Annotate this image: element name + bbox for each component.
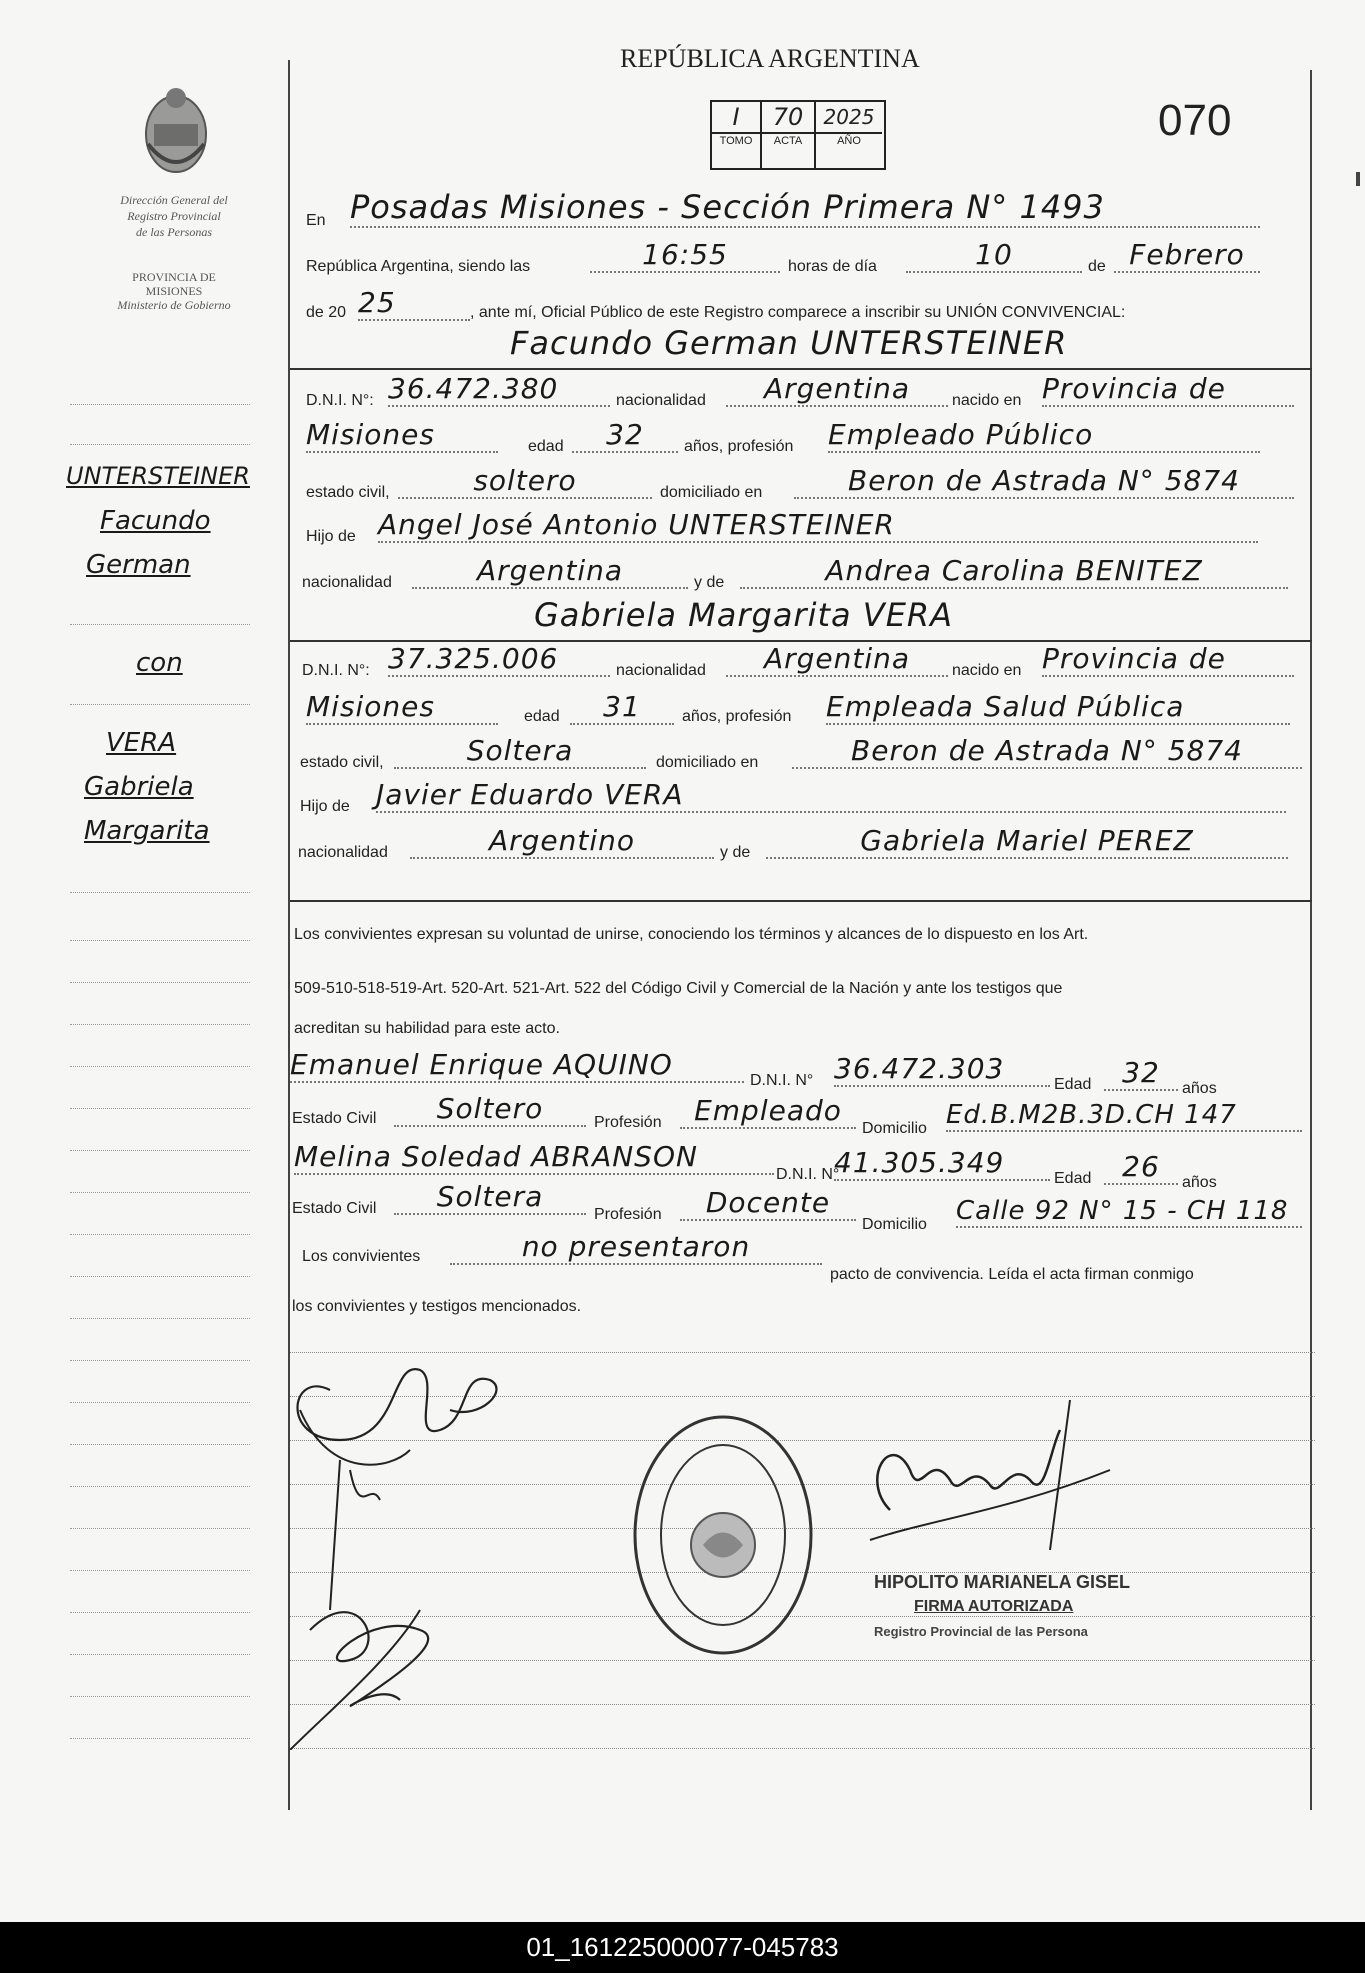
person2-name: Gabriela Margarita VERA — [534, 596, 954, 634]
sidebar-rule — [70, 1234, 250, 1235]
profesion-label-2: años, profesión — [682, 708, 792, 725]
edge-mark — [1356, 172, 1360, 186]
sidebar-rule — [70, 1360, 250, 1361]
sidebar-rule — [70, 1066, 250, 1067]
hijo-label-2: Hijo de — [300, 798, 350, 815]
province-line-2: MISIONES — [145, 284, 203, 298]
witness1-address: Ed.B.M2B.3D.CH 147 — [946, 1100, 1302, 1132]
closing-line-2: los convivientes y testigos mencionados. — [292, 1298, 582, 1315]
sidebar-rule — [70, 1528, 250, 1529]
witness1-dni: 36.472.303 — [834, 1052, 1050, 1087]
sidebar-surname-1: UNTERSTEINER — [66, 462, 250, 490]
witness1-name: Emanuel Enrique AQUINO — [290, 1048, 744, 1083]
person2-mother: Gabriela Mariel PEREZ — [766, 824, 1288, 859]
sidebar-surname-2: VERA — [106, 728, 177, 758]
org-name — [86, 192, 262, 240]
witness2-dni: 41.305.349 — [834, 1146, 1050, 1181]
sidebar-rule — [70, 1738, 250, 1739]
person1-profession: Empleado Público — [828, 418, 1260, 453]
witness2-name: Melina Soledad ABRANSON — [294, 1140, 774, 1175]
witness2-age: 26 — [1104, 1150, 1178, 1185]
siendo-label: República Argentina, siendo las — [306, 258, 531, 275]
person1-age: 32 — [572, 418, 678, 453]
month-value: Febrero — [1114, 238, 1260, 273]
witness2-dom-label: Domicilio — [862, 1216, 927, 1233]
person2-civil: Soltera — [394, 734, 646, 769]
witness1-anos-label: años — [1182, 1080, 1217, 1097]
person1-dni: 36.472.380 — [388, 372, 610, 407]
year-label: de 20 — [306, 304, 347, 321]
person2-birthplace-2: Misiones — [306, 690, 498, 725]
person2-dni: 37.325.006 — [388, 642, 610, 677]
person1-civil: soltero — [398, 464, 652, 499]
witness2-profession: Docente — [680, 1186, 856, 1221]
official-seal — [628, 1410, 818, 1660]
witness1-edad-label: Edad — [1054, 1076, 1092, 1093]
person2-father-nationality: Argentino — [410, 824, 714, 859]
witness1-civil: Soltero — [394, 1092, 586, 1127]
person1-name: Facundo German UNTERSTEINER — [510, 324, 1068, 362]
nacionalidad-label-3: nacionalidad — [616, 662, 706, 679]
sidebar-rule — [70, 892, 250, 893]
person2-father: Javier Eduardo VERA — [376, 778, 1286, 813]
closing-label: Los convivientes — [302, 1248, 421, 1265]
hijo-label: Hijo de — [306, 528, 356, 545]
sidebar-rule — [70, 982, 250, 983]
sidebar-given-2b: Margarita — [84, 816, 210, 846]
sidebar-given-1a: Facundo — [100, 506, 211, 536]
ante-text: , ante mí, Oficial Público de este Registro comparece a inscribir su UNIÓN CONVIVENCIAL: — [470, 304, 1126, 321]
sidebar-rule — [70, 1108, 250, 1109]
sidebar-rule — [70, 1402, 250, 1403]
witness1-civil-label: Estado Civil — [292, 1110, 377, 1127]
sidebar-rule — [70, 444, 250, 445]
sidebar-rule — [70, 1024, 250, 1025]
year-value: 25 — [358, 286, 470, 321]
official-signature — [850, 1390, 1130, 1560]
witness2-edad-label: Edad — [1054, 1170, 1092, 1187]
acta-cell — [762, 102, 816, 168]
person1-birthplace-2: Misiones — [306, 418, 498, 453]
sidebar-rule — [70, 1192, 250, 1193]
org-line-2: Registro Provincial — [127, 209, 221, 223]
sidebar-given-2a: Gabriela — [84, 772, 194, 802]
witness1-dni-label: D.N.I. N° — [750, 1072, 814, 1089]
ano-cell — [816, 102, 882, 168]
witness2-civil-label: Estado Civil — [292, 1200, 377, 1217]
de-label: de — [1088, 258, 1106, 275]
tomo-cell — [712, 102, 762, 168]
person1-nationality: Argentina — [726, 372, 948, 407]
witness2-address: Calle 92 N° 15 - CH 118 — [956, 1196, 1302, 1228]
acta-value: 70 — [762, 102, 814, 134]
right-margin-line — [1310, 70, 1312, 1810]
dni-label: D.N.I. N°: — [306, 392, 374, 409]
acta-label: ACTA — [773, 135, 803, 147]
coat-of-arms-logo — [136, 84, 216, 178]
person1-mother: Andrea Carolina BENITEZ — [740, 554, 1288, 589]
footer-id: 01_161225000077-045783 — [0, 1922, 1365, 1973]
signatures-left — [270, 1330, 530, 1750]
witness1-prof-label: Profesión — [594, 1114, 662, 1131]
sidebar-con: con — [136, 648, 183, 678]
nacido-label-2: nacido en — [952, 662, 1022, 679]
person1-birthplace-1: Provincia de — [1042, 372, 1294, 407]
estado-civil-label: estado civil, — [306, 484, 390, 501]
sidebar-given-1b: German — [86, 550, 191, 580]
person1-father-nationality: Argentina — [412, 554, 688, 589]
ministry-line: Ministerio de Gobierno — [117, 298, 231, 312]
divider-1 — [290, 368, 1312, 370]
sidebar-rule — [70, 1570, 250, 1571]
person2-profession: Empleada Salud Pública — [826, 690, 1290, 725]
domiciliado-label: domiciliado en — [660, 484, 763, 501]
person1-father: Angel José Antonio UNTERSTEINER — [378, 508, 1258, 543]
stamp-authorized: FIRMA AUTORIZADA — [914, 1598, 1074, 1615]
person2-birthplace-1: Provincia de — [1042, 642, 1294, 677]
nacionalidad-label-4: nacionalidad — [298, 844, 388, 861]
witness2-civil: Soltera — [394, 1180, 586, 1215]
yde-label: y de — [694, 574, 725, 591]
nacionalidad-label: nacionalidad — [616, 392, 706, 409]
person1-address: Beron de Astrada N° 5874 — [794, 464, 1294, 499]
place-value: Posadas Misiones - Sección Primera N° 1493 — [350, 188, 1260, 228]
tomo-acta-ano-box — [710, 100, 886, 170]
sidebar-rule — [70, 704, 250, 705]
org-line-1: Dirección General del — [120, 193, 228, 207]
person2-age: 31 — [570, 690, 674, 725]
domiciliado-label-2: domiciliado en — [656, 754, 759, 771]
ano-value: 2025 — [816, 102, 882, 134]
person2-address: Beron de Astrada N° 5874 — [792, 734, 1302, 769]
sidebar-rule — [70, 624, 250, 625]
profesion-label: años, profesión — [684, 438, 794, 455]
witness1-age: 32 — [1104, 1056, 1178, 1091]
nacido-label: nacido en — [952, 392, 1022, 409]
sidebar-rule — [70, 1318, 250, 1319]
witness1-dom-label: Domicilio — [862, 1120, 927, 1137]
en-label: En — [306, 212, 326, 229]
yde-label-2: y de — [720, 844, 751, 861]
day-value: 10 — [906, 238, 1082, 273]
province-line-1: PROVINCIA DE — [132, 270, 216, 284]
tomo-value: I — [712, 102, 760, 134]
tomo-label: TOMO — [719, 135, 753, 147]
stamp-name: HIPOLITO MARIANELA GISEL — [874, 1572, 1131, 1592]
sidebar-rule — [70, 940, 250, 941]
sidebar-rule — [70, 1612, 250, 1613]
sidebar-rule — [70, 404, 250, 405]
divider-3 — [290, 900, 1312, 902]
province-name — [86, 270, 262, 312]
sidebar-rule — [70, 1486, 250, 1487]
witness2-dni-label: D.N.I. N° — [776, 1166, 840, 1183]
person2-nationality: Argentina — [726, 642, 948, 677]
estado-civil-label-2: estado civil, — [300, 754, 384, 771]
sidebar-rule — [70, 1444, 250, 1445]
horas-label: horas de día — [788, 258, 877, 275]
witness2-prof-label: Profesión — [594, 1206, 662, 1223]
edad-label: edad — [528, 438, 564, 455]
time-value: 16:55 — [590, 238, 780, 273]
closing-rest: pacto de convivencia. Leída el acta firman conmigo — [830, 1266, 1194, 1283]
legal-line-3: acreditan su habilidad para este acto. — [294, 1020, 560, 1037]
dni-label-2: D.N.I. N°: — [302, 662, 370, 679]
stamp-registry: Registro Provincial de las Persona — [874, 1624, 1088, 1639]
closing-value: no presentaron — [450, 1230, 822, 1265]
edad-label-2: edad — [524, 708, 560, 725]
witness2-anos-label: años — [1182, 1174, 1217, 1191]
ano-label: AÑO — [837, 135, 861, 147]
sidebar-rule — [70, 1276, 250, 1277]
country-heading: REPÚBLICA ARGENTINA — [620, 44, 920, 73]
sidebar-rule — [70, 1696, 250, 1697]
legal-line-1: Los convivientes expresan su voluntad de unirse, conociendo los términos y alcances de lo dispuesto en los Art. — [294, 926, 1089, 943]
nacionalidad-label-2: nacionalidad — [302, 574, 392, 591]
org-line-3: de las Personas — [136, 225, 212, 239]
document-number: 070 — [1158, 96, 1232, 145]
sidebar-rule — [70, 1150, 250, 1151]
legal-line-2: 509-510-518-519-Art. 520-Art. 521-Art. 522 del Código Civil y Comercial de la Nación y ante los testigos que — [294, 980, 1063, 997]
sidebar-rule — [70, 1654, 250, 1655]
witness1-profession: Empleado — [680, 1094, 856, 1129]
